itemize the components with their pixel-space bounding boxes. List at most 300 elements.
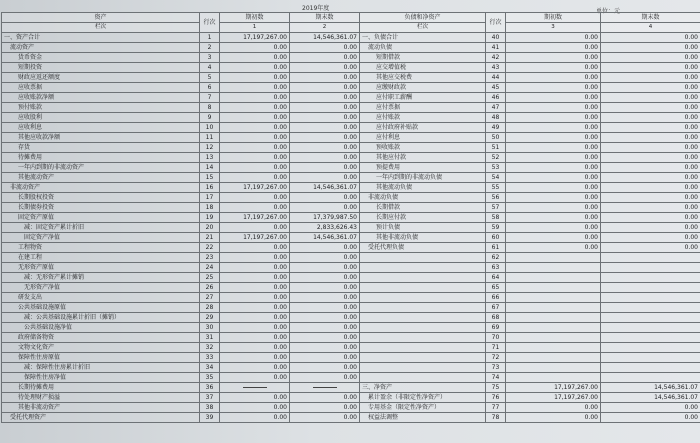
- liability-end-value: 0.00: [601, 43, 700, 53]
- asset-item-label: 研发支出: [2, 293, 200, 303]
- asset-end-value: 0.00: [290, 43, 360, 53]
- liability-row-index: 49: [486, 123, 506, 133]
- asset-row-index: 20: [200, 223, 220, 233]
- liability-item-label: 一年内到期的非流动负债: [360, 173, 486, 183]
- liability-item-label: 应付票据: [360, 103, 486, 113]
- asset-begin-value: 0.00: [220, 253, 290, 263]
- table-row: [2, 363, 700, 373]
- asset-begin-value: 0.00: [220, 223, 290, 233]
- asset-begin-value: 0.00: [220, 303, 290, 313]
- liability-row-index: 43: [486, 63, 506, 73]
- liability-row-index: 78: [486, 413, 506, 423]
- liability-item-label: 长期应付款: [360, 213, 486, 223]
- asset-begin-value: 0.00: [220, 363, 290, 373]
- asset-item-label: 应收利息: [2, 123, 200, 133]
- liability-item-label: [360, 293, 486, 303]
- asset-begin-value: 0.00: [220, 143, 290, 153]
- asset-end-value: 0.00: [290, 333, 360, 343]
- col-liabilities: 负债和净资产: [360, 13, 486, 23]
- liability-item-label: 应缴财政款: [360, 83, 486, 93]
- asset-item-label: 无形资产原值: [2, 263, 200, 273]
- liability-item-label: [360, 253, 486, 263]
- asset-row-index: 23: [200, 253, 220, 263]
- asset-item-label: 其他非流动资产: [2, 403, 200, 413]
- table-row: [2, 223, 700, 233]
- asset-item-label: 非流动资产: [2, 183, 200, 193]
- liability-end-value: 0.00: [601, 113, 700, 123]
- table-row: [2, 313, 700, 323]
- liability-begin-value: [506, 323, 601, 333]
- asset-begin-value: 0.00: [220, 163, 290, 173]
- asset-item-label: 无形资产净值: [2, 283, 200, 293]
- liability-end-value: 0.00: [601, 103, 700, 113]
- asset-item-label: 固定资产净值: [2, 233, 200, 243]
- table-row: [2, 83, 700, 93]
- asset-end-value: 0.00: [290, 323, 360, 333]
- table-row: [2, 353, 700, 363]
- liability-row-index: 60: [486, 233, 506, 243]
- asset-end-value: 0.00: [290, 203, 360, 213]
- asset-row-index: 25: [200, 273, 220, 283]
- asset-begin-value: 0.00: [220, 323, 290, 333]
- asset-end-value: 0.00: [290, 163, 360, 173]
- liability-end-value: [601, 263, 700, 273]
- liability-row-index: 62: [486, 253, 506, 263]
- asset-begin-value: 0.00: [220, 73, 290, 83]
- asset-row-index: 16: [200, 183, 220, 193]
- asset-end-value: 17,379,987.50: [290, 213, 360, 223]
- liability-item-label: 短期借款: [360, 53, 486, 63]
- asset-item-label: 应收股利: [2, 113, 200, 123]
- asset-end-value: 0.00: [290, 373, 360, 383]
- liability-end-value: 0.00: [601, 83, 700, 93]
- asset-begin-value: 0.00: [220, 63, 290, 73]
- liability-item-label: 其他应付款: [360, 153, 486, 163]
- col-end-right: 期末数: [601, 13, 700, 23]
- asset-row-index: 36: [200, 383, 220, 393]
- col-num-1: 1: [220, 23, 290, 33]
- liability-begin-value: 0.00: [506, 413, 601, 423]
- liability-end-value: 0.00: [601, 63, 700, 73]
- asset-end-value: 0.00: [290, 113, 360, 123]
- liability-row-index: 57: [486, 203, 506, 213]
- table-row: [2, 43, 700, 53]
- col-num-4: 4: [601, 23, 700, 33]
- liability-row-index: 54: [486, 173, 506, 183]
- liability-end-value: 0.00: [601, 243, 700, 253]
- table-row: [2, 63, 700, 73]
- liability-row-index: 72: [486, 353, 506, 363]
- asset-end-value: [290, 383, 360, 393]
- asset-end-value: 0.00: [290, 363, 360, 373]
- liability-row-index: 47: [486, 103, 506, 113]
- liability-end-value: 14,546,361.07: [601, 383, 700, 393]
- liability-row-index: 67: [486, 303, 506, 313]
- table-row: [2, 383, 700, 393]
- asset-row-index: 38: [200, 403, 220, 413]
- asset-item-label: 一年内到期的非流动资产: [2, 163, 200, 173]
- asset-row-index: 24: [200, 263, 220, 273]
- liability-item-label: 累计盈余（非限定性净资产）: [360, 393, 486, 403]
- liability-item-label: [360, 313, 486, 323]
- liability-row-index: 74: [486, 373, 506, 383]
- table-row: [2, 193, 700, 203]
- liability-item-label: 预提费用: [360, 163, 486, 173]
- asset-end-value: 14,546,361.07: [290, 33, 360, 43]
- liability-row-index: 77: [486, 403, 506, 413]
- liability-end-value: 0.00: [601, 153, 700, 163]
- asset-begin-value: 0.00: [220, 153, 290, 163]
- asset-begin-value: [220, 383, 290, 393]
- asset-item-label: 公共基础设施净值: [2, 323, 200, 333]
- asset-row-index: 39: [200, 413, 220, 423]
- asset-row-index: 4: [200, 63, 220, 73]
- liability-end-value: [601, 353, 700, 363]
- table-row: [2, 203, 700, 213]
- liability-item-label: [360, 343, 486, 353]
- table-row: [2, 33, 700, 43]
- liability-end-value: [601, 293, 700, 303]
- liability-begin-value: [506, 343, 601, 353]
- asset-end-value: 0.00: [290, 63, 360, 73]
- liability-row-index: 50: [486, 133, 506, 143]
- liability-item-label: 流动负债: [360, 43, 486, 53]
- asset-row-index: 19: [200, 213, 220, 223]
- asset-begin-value: 17,197,267.00: [220, 33, 290, 43]
- asset-end-value: 0.00: [290, 353, 360, 363]
- asset-end-value: 14,546,361.07: [290, 183, 360, 193]
- asset-begin-value: 0.00: [220, 413, 290, 423]
- liability-row-index: 40: [486, 33, 506, 43]
- liability-end-value: 0.00: [601, 183, 700, 193]
- table-row: [2, 253, 700, 263]
- asset-end-value: 0.00: [290, 283, 360, 293]
- liability-row-index: 66: [486, 293, 506, 303]
- liability-begin-value: 0.00: [506, 403, 601, 413]
- liability-begin-value: 0.00: [506, 93, 601, 103]
- liability-row-index: 53: [486, 163, 506, 173]
- asset-end-value: 0.00: [290, 403, 360, 413]
- liability-row-index: 41: [486, 43, 506, 53]
- liability-begin-value: [506, 273, 601, 283]
- asset-item-label: 财政应返还额度: [2, 73, 200, 83]
- asset-end-value: 0.00: [290, 53, 360, 63]
- asset-begin-value: 0.00: [220, 293, 290, 303]
- asset-begin-value: 0.00: [220, 353, 290, 363]
- asset-end-value: 0.00: [290, 93, 360, 103]
- asset-item-label: 货币资金: [2, 53, 200, 63]
- liability-item-label: 预计负债: [360, 223, 486, 233]
- liability-begin-value: 0.00: [506, 243, 601, 253]
- table-row: [2, 273, 700, 283]
- liability-row-index: 69: [486, 323, 506, 333]
- liability-end-value: 0.00: [601, 403, 700, 413]
- asset-begin-value: 0.00: [220, 193, 290, 203]
- liability-begin-value: 17,197,267.00: [506, 383, 601, 393]
- currency-unit: 单位：元: [596, 8, 621, 15]
- liability-begin-value: [506, 363, 601, 373]
- table-row: [2, 143, 700, 153]
- liability-begin-value: [506, 283, 601, 293]
- table-row: [2, 133, 700, 143]
- liability-item-label: 应交增值税: [360, 63, 486, 73]
- asset-item-label: 政府储备物资: [2, 333, 200, 343]
- asset-item-label: 保障性住房原值: [2, 353, 200, 363]
- liability-row-index: 46: [486, 93, 506, 103]
- asset-row-index: 21: [200, 233, 220, 243]
- liability-end-value: [601, 323, 700, 333]
- liability-item-label: [360, 353, 486, 363]
- liability-item-label: 专用基金（限定性净资产）: [360, 403, 486, 413]
- table-row: [2, 243, 700, 253]
- liability-item-label: 应付账款: [360, 113, 486, 123]
- liability-end-value: [601, 253, 700, 263]
- asset-begin-value: 0.00: [220, 93, 290, 103]
- asset-end-value: 0.00: [290, 153, 360, 163]
- asset-item-label: 长期待摊费用: [2, 383, 200, 393]
- liability-item-label: 预收账款: [360, 143, 486, 153]
- asset-item-label: 预付账款: [2, 103, 200, 113]
- asset-begin-value: 17,197,267.00: [220, 233, 290, 243]
- table-row: [2, 403, 700, 413]
- asset-item-label: 文物文化资产: [2, 343, 200, 353]
- asset-end-value: 0.00: [290, 193, 360, 203]
- liability-begin-value: 0.00: [506, 43, 601, 53]
- liability-row-index: 76: [486, 393, 506, 403]
- asset-end-value: 0.00: [290, 133, 360, 143]
- asset-item-label: 其他应收款净额: [2, 133, 200, 143]
- asset-begin-value: 0.00: [220, 283, 290, 293]
- asset-row-index: 13: [200, 153, 220, 163]
- liability-row-index: 71: [486, 343, 506, 353]
- liability-end-value: 0.00: [601, 133, 700, 143]
- asset-item-label: 长期债券投资: [2, 203, 200, 213]
- asset-begin-value: 0.00: [220, 403, 290, 413]
- asset-end-value: 0.00: [290, 173, 360, 183]
- liability-item-label: 其他应交税费: [360, 73, 486, 83]
- liability-begin-value: 0.00: [506, 163, 601, 173]
- asset-item-label: 减：固定资产累计折旧: [2, 223, 200, 233]
- liability-end-value: 0.00: [601, 53, 700, 63]
- asset-item-label: 工程物资: [2, 243, 200, 253]
- liability-begin-value: 0.00: [506, 143, 601, 153]
- liability-row-index: 42: [486, 53, 506, 63]
- asset-row-index: 34: [200, 363, 220, 373]
- liability-item-label: 应付利息: [360, 133, 486, 143]
- col-index-right: 行次: [486, 13, 506, 33]
- asset-item-label: 短期投资: [2, 63, 200, 73]
- asset-item-label: 在建工程: [2, 253, 200, 263]
- asset-row-index: 14: [200, 163, 220, 173]
- dash-mark: [313, 387, 337, 388]
- asset-row-index: 18: [200, 203, 220, 213]
- table-row: [2, 293, 700, 303]
- liability-end-value: 0.00: [601, 93, 700, 103]
- asset-row-index: 5: [200, 73, 220, 83]
- asset-row-index: 33: [200, 353, 220, 363]
- liability-row-index: 61: [486, 243, 506, 253]
- liability-row-index: 55: [486, 183, 506, 193]
- liability-item-label: [360, 283, 486, 293]
- liability-begin-value: 0.00: [506, 193, 601, 203]
- liability-end-value: [601, 283, 700, 293]
- asset-begin-value: 0.00: [220, 343, 290, 353]
- liability-row-index: 56: [486, 193, 506, 203]
- asset-item-label: 一、资产合计: [2, 33, 200, 43]
- liability-begin-value: [506, 293, 601, 303]
- table-row: [2, 173, 700, 183]
- liability-end-value: [601, 363, 700, 373]
- asset-row-index: 7: [200, 93, 220, 103]
- liability-begin-value: 0.00: [506, 83, 601, 93]
- liability-begin-value: 0.00: [506, 113, 601, 123]
- asset-end-value: 2,833,626.43: [290, 223, 360, 233]
- asset-begin-value: 0.00: [220, 333, 290, 343]
- asset-row-index: 2: [200, 43, 220, 53]
- table-row: [2, 93, 700, 103]
- table-row: [2, 393, 700, 403]
- asset-begin-value: 0.00: [220, 203, 290, 213]
- col-begin-right: 期初数: [506, 13, 601, 23]
- asset-row-index: 12: [200, 143, 220, 153]
- liability-end-value: [601, 333, 700, 343]
- liability-row-index: 65: [486, 283, 506, 293]
- col-num-2: 2: [290, 23, 360, 33]
- asset-item-label: 其他流动资产: [2, 173, 200, 183]
- liability-begin-value: 0.00: [506, 73, 601, 83]
- liability-item-label: 应付职工薪酬: [360, 93, 486, 103]
- liability-begin-value: [506, 303, 601, 313]
- liability-end-value: 0.00: [601, 193, 700, 203]
- liability-end-value: 0.00: [601, 203, 700, 213]
- asset-item-label: 待处理财产损溢: [2, 393, 200, 403]
- liability-begin-value: 0.00: [506, 223, 601, 233]
- asset-row-index: 35: [200, 373, 220, 383]
- asset-begin-value: 17,197,267.00: [220, 183, 290, 193]
- report-year: 2019年度: [302, 5, 330, 12]
- col-end-left: 期末数: [290, 13, 360, 23]
- asset-item-label: 减：保障性住房累计折旧: [2, 363, 200, 373]
- liability-item-label: [360, 323, 486, 333]
- asset-end-value: 0.00: [290, 143, 360, 153]
- asset-row-index: 9: [200, 113, 220, 123]
- asset-begin-value: 0.00: [220, 313, 290, 323]
- asset-begin-value: 0.00: [220, 273, 290, 283]
- liability-item-label: 应付政府补贴款: [360, 123, 486, 133]
- table-row: [2, 153, 700, 163]
- liability-row-index: 63: [486, 263, 506, 273]
- liability-end-value: 0.00: [601, 33, 700, 43]
- asset-begin-value: 0.00: [220, 123, 290, 133]
- liability-end-value: [601, 373, 700, 383]
- liability-item-label: [360, 363, 486, 373]
- asset-end-value: 0.00: [290, 243, 360, 253]
- col-begin-left: 期初数: [220, 13, 290, 23]
- asset-begin-value: 0.00: [220, 43, 290, 53]
- asset-row-index: 27: [200, 293, 220, 303]
- column-number-row: [2, 23, 700, 33]
- liability-begin-value: 0.00: [506, 33, 601, 43]
- liability-item-label: 其他流动负债: [360, 183, 486, 193]
- table-row: [2, 213, 700, 223]
- liability-item-label: 受托代理负债: [360, 243, 486, 253]
- liability-item-label: 长期借款: [360, 203, 486, 213]
- table-row: [2, 73, 700, 83]
- liability-begin-value: 0.00: [506, 183, 601, 193]
- liability-begin-value: [506, 373, 601, 383]
- liability-begin-value: 0.00: [506, 63, 601, 73]
- asset-end-value: 14,546,361.07: [290, 233, 360, 243]
- liability-end-value: [601, 313, 700, 323]
- asset-row-index: 29: [200, 313, 220, 323]
- table-row: [2, 183, 700, 193]
- liability-begin-value: 0.00: [506, 103, 601, 113]
- asset-item-label: 存货: [2, 143, 200, 153]
- asset-end-value: 0.00: [290, 103, 360, 113]
- liability-end-value: 0.00: [601, 173, 700, 183]
- liability-row-index: 70: [486, 333, 506, 343]
- asset-item-label: 公共基础设施原值: [2, 303, 200, 313]
- liability-end-value: [601, 343, 700, 353]
- liability-row-index: 75: [486, 383, 506, 393]
- asset-end-value: 0.00: [290, 303, 360, 313]
- liability-begin-value: 0.00: [506, 123, 601, 133]
- col-label-left: 栏次: [2, 23, 200, 33]
- table-row: [2, 113, 700, 123]
- liability-item-label: 三、净资产: [360, 383, 486, 393]
- liability-end-value: 0.00: [601, 413, 700, 423]
- header-row: [2, 13, 700, 23]
- asset-begin-value: 0.00: [220, 393, 290, 403]
- asset-begin-value: 0.00: [220, 263, 290, 273]
- table-row: [2, 333, 700, 343]
- asset-begin-value: 0.00: [220, 83, 290, 93]
- asset-item-label: 流动资产: [2, 43, 200, 53]
- col-num-3: 3: [506, 23, 601, 33]
- col-label-right: 栏次: [360, 23, 486, 33]
- asset-item-label: 固定资产原值: [2, 213, 200, 223]
- asset-row-index: 15: [200, 173, 220, 183]
- asset-row-index: 1: [200, 33, 220, 43]
- asset-row-index: 26: [200, 283, 220, 293]
- asset-row-index: 31: [200, 333, 220, 343]
- asset-row-index: 8: [200, 103, 220, 113]
- asset-row-index: 6: [200, 83, 220, 93]
- liability-begin-value: [506, 253, 601, 263]
- liability-item-label: 一、负债合计: [360, 33, 486, 43]
- liability-begin-value: 0.00: [506, 233, 601, 243]
- liability-end-value: 0.00: [601, 223, 700, 233]
- asset-row-index: 3: [200, 53, 220, 63]
- liability-row-index: 73: [486, 363, 506, 373]
- asset-end-value: 0.00: [290, 313, 360, 323]
- asset-end-value: 0.00: [290, 83, 360, 93]
- liability-row-index: 59: [486, 223, 506, 233]
- asset-row-index: 32: [200, 343, 220, 353]
- asset-end-value: 0.00: [290, 393, 360, 403]
- table-row: [2, 373, 700, 383]
- col-index-left: 行次: [200, 13, 220, 33]
- asset-end-value: 0.00: [290, 123, 360, 133]
- asset-end-value: 0.00: [290, 413, 360, 423]
- table-row: [2, 123, 700, 133]
- liability-end-value: 0.00: [601, 123, 700, 133]
- liability-end-value: 0.00: [601, 163, 700, 173]
- liability-begin-value: [506, 263, 601, 273]
- liability-begin-value: [506, 353, 601, 363]
- liability-item-label: 非流动负债: [360, 193, 486, 203]
- asset-row-index: 17: [200, 193, 220, 203]
